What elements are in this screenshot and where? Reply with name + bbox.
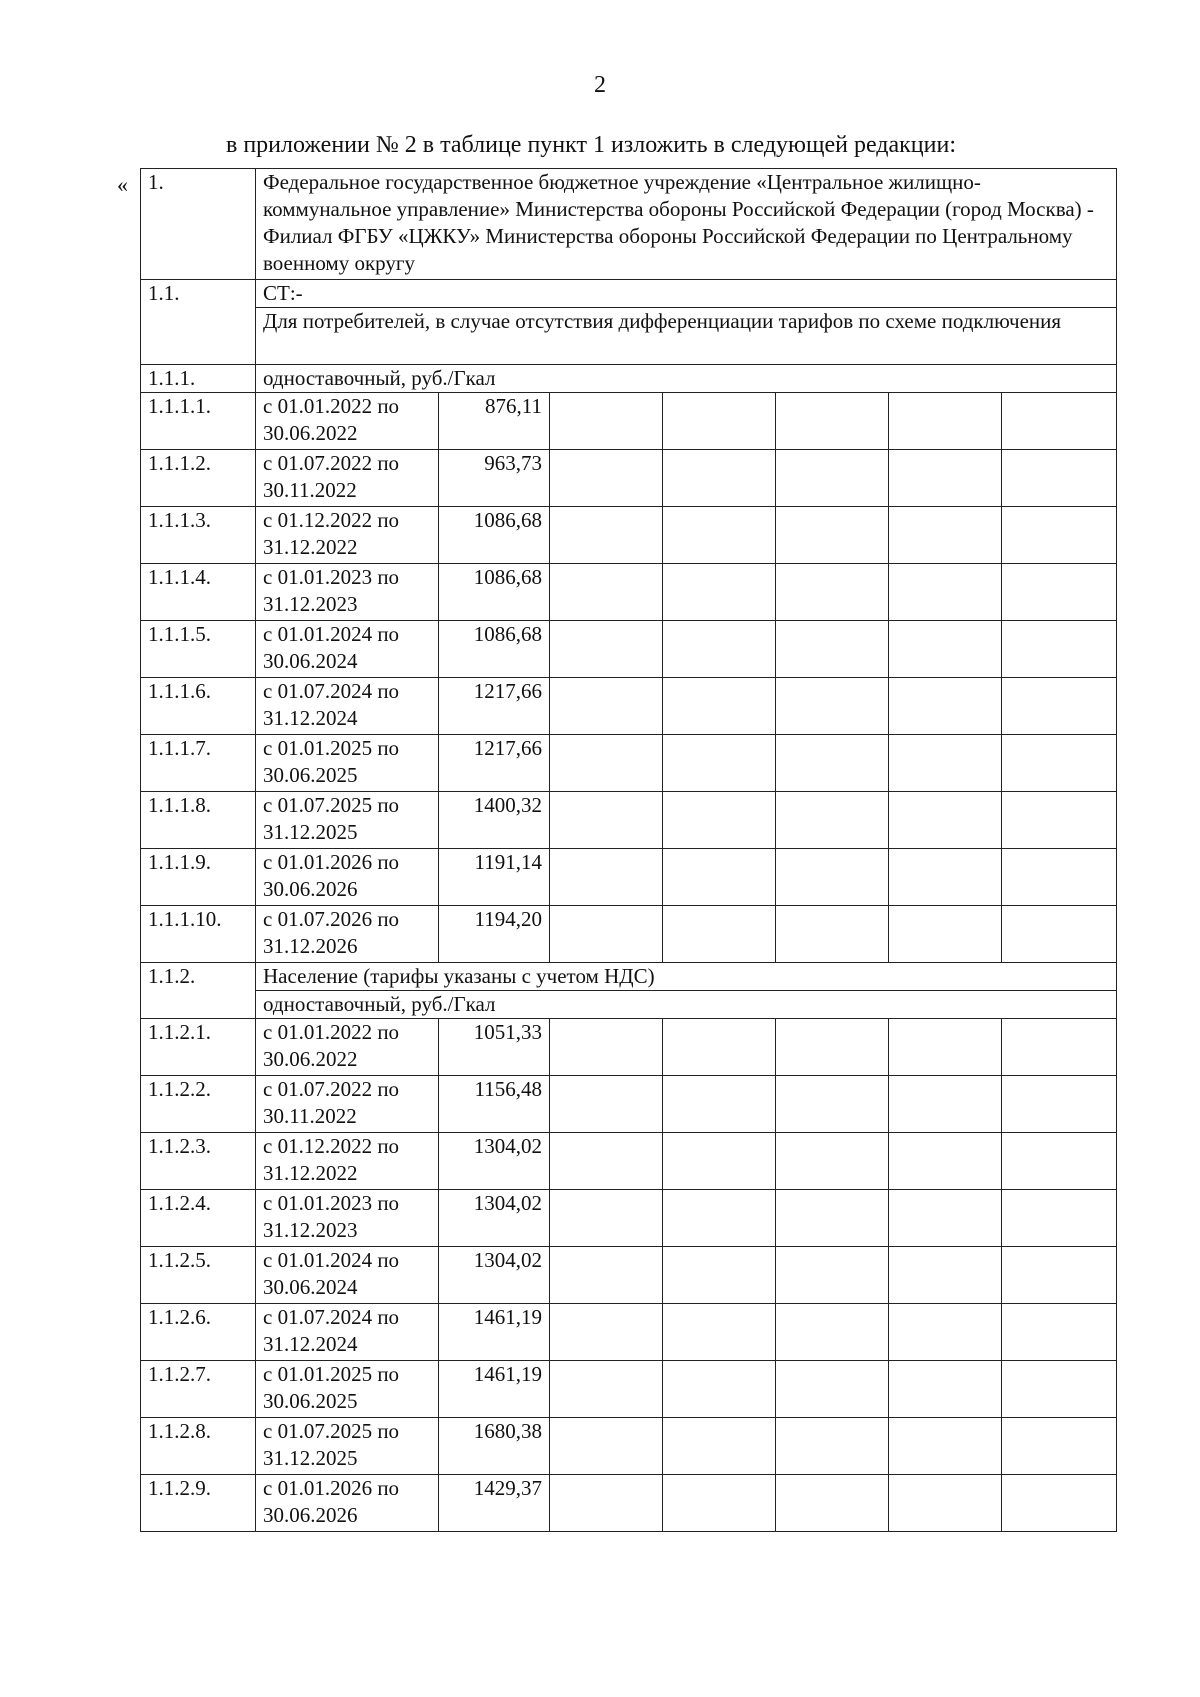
empty-cell	[889, 1019, 1002, 1076]
tariff-value: 1086,68	[439, 564, 550, 621]
empty-cell	[889, 507, 1002, 564]
empty-cell	[776, 1133, 889, 1190]
empty-cell	[1002, 1019, 1117, 1076]
empty-cell	[889, 564, 1002, 621]
tariff-period-row	[141, 1247, 1117, 1304]
empty-cell	[889, 393, 1002, 450]
empty-cell	[776, 1076, 889, 1133]
empty-cell	[1002, 906, 1117, 963]
empty-cell	[1002, 1361, 1117, 1418]
empty-cell	[776, 792, 889, 849]
org-row	[141, 169, 1117, 280]
tariff-period-row	[141, 507, 1117, 564]
tariff-value: 1156,48	[439, 1076, 550, 1133]
row-number: 1.1.2.	[141, 963, 256, 1019]
period-cell: с 01.01.2026 по 30.06.2026	[256, 1475, 439, 1532]
empty-cell	[1002, 1418, 1117, 1475]
tariff-period-row	[141, 678, 1117, 735]
tariff-period-row	[141, 1019, 1117, 1076]
empty-cell	[776, 564, 889, 621]
empty-cell	[663, 1418, 776, 1475]
empty-cell	[663, 507, 776, 564]
empty-cell	[776, 1418, 889, 1475]
row-number: 1.1.1.9.	[141, 849, 256, 906]
empty-cell	[776, 1019, 889, 1076]
period-cell: с 01.07.2025 по 31.12.2025	[256, 792, 439, 849]
tariff-period-row	[141, 849, 1117, 906]
page-number: 2	[594, 72, 606, 98]
empty-cell	[776, 906, 889, 963]
empty-cell	[550, 849, 663, 906]
empty-cell	[550, 507, 663, 564]
section-label: одноставочный, руб./Гкал	[256, 365, 1117, 393]
period-cell: с 01.07.2024 по 31.12.2024	[256, 1304, 439, 1361]
empty-cell	[889, 678, 1002, 735]
row-number: 1.1.2.8.	[141, 1418, 256, 1475]
tariff-value: 1217,66	[439, 678, 550, 735]
period-cell: с 01.07.2024 по 31.12.2024	[256, 678, 439, 735]
empty-cell	[776, 450, 889, 507]
empty-cell	[889, 792, 1002, 849]
empty-cell	[550, 1475, 663, 1532]
empty-cell	[663, 393, 776, 450]
tariff-period-row	[141, 1475, 1117, 1532]
empty-cell	[550, 678, 663, 735]
tariff-value: 1461,19	[439, 1361, 550, 1418]
opening-quote: «	[117, 172, 128, 197]
tariff-period-row	[141, 564, 1117, 621]
tariff-value: 1051,33	[439, 1019, 550, 1076]
empty-cell	[889, 1247, 1002, 1304]
period-cell: с 01.01.2024 по 30.06.2024	[256, 621, 439, 678]
empty-cell	[663, 1076, 776, 1133]
row-number: 1.1.2.9.	[141, 1475, 256, 1532]
empty-cell	[889, 1190, 1002, 1247]
row-number: 1.1.1.7.	[141, 735, 256, 792]
empty-cell	[1002, 735, 1117, 792]
empty-cell	[889, 450, 1002, 507]
empty-cell	[550, 621, 663, 678]
tariff-value: 1680,38	[439, 1418, 550, 1475]
period-cell: с 01.07.2022 по 30.11.2022	[256, 450, 439, 507]
tariff-period-row	[141, 1076, 1117, 1133]
empty-cell	[776, 1190, 889, 1247]
period-cell: с 01.01.2023 по 31.12.2023	[256, 1190, 439, 1247]
empty-cell	[776, 507, 889, 564]
empty-cell	[1002, 678, 1117, 735]
empty-cell	[889, 735, 1002, 792]
empty-cell	[889, 1304, 1002, 1361]
empty-cell	[889, 849, 1002, 906]
tariff-period-row	[141, 906, 1117, 963]
empty-cell	[663, 1133, 776, 1190]
empty-cell	[776, 735, 889, 792]
empty-cell	[776, 1475, 889, 1532]
tariff-value: 1400,32	[439, 792, 550, 849]
empty-cell	[550, 450, 663, 507]
empty-cell	[550, 564, 663, 621]
empty-cell	[663, 1304, 776, 1361]
row-number: 1.1.2.7.	[141, 1361, 256, 1418]
empty-cell	[776, 621, 889, 678]
empty-cell	[663, 1019, 776, 1076]
tariff-value: 1461,19	[439, 1304, 550, 1361]
empty-cell	[663, 1475, 776, 1532]
consumers-row	[141, 308, 1117, 365]
tariff-period-row	[141, 1361, 1117, 1418]
empty-cell	[550, 1133, 663, 1190]
tariff-value: 1304,02	[439, 1133, 550, 1190]
tariff-value: 1429,37	[439, 1475, 550, 1532]
empty-cell	[550, 792, 663, 849]
tariff-value: 1194,20	[439, 906, 550, 963]
org-name: Федеральное государственное бюджетное учреждение «Центральное жилищно-коммунальное управление» Министерства обороны Российской Федерации (город Москва) - Филиал ФГБУ «ЦЖКУ» Министерства обороны Российской Федерации по Центральному военному округу	[256, 169, 1117, 280]
empty-cell	[663, 1190, 776, 1247]
row-number: 1.1.1.	[141, 365, 256, 393]
tariff-value: 1217,66	[439, 735, 550, 792]
tariff-value: 1304,02	[439, 1190, 550, 1247]
row-number: 1.1.1.2.	[141, 450, 256, 507]
tariff-period-row	[141, 1133, 1117, 1190]
row-number: 1.1.2.1.	[141, 1019, 256, 1076]
empty-cell	[776, 1361, 889, 1418]
tariff-period-row	[141, 621, 1117, 678]
row-number: 1.1.1.5.	[141, 621, 256, 678]
consumers-text: Для потребителей, в случае отсутствия дифференциации тарифов по схеме подключения	[256, 308, 1117, 365]
empty-cell	[889, 1418, 1002, 1475]
tariff-value: 963,73	[439, 450, 550, 507]
row-number: 1.1.1.3.	[141, 507, 256, 564]
empty-cell	[889, 1076, 1002, 1133]
empty-cell	[663, 1247, 776, 1304]
period-cell: с 01.01.2022 по 30.06.2022	[256, 1019, 439, 1076]
period-cell: с 01.07.2026 по 31.12.2026	[256, 906, 439, 963]
empty-cell	[663, 735, 776, 792]
empty-cell	[550, 1418, 663, 1475]
tariff-period-row	[141, 393, 1117, 450]
row-number: 1.1.1.10.	[141, 906, 256, 963]
period-cell: с 01.01.2025 по 30.06.2025	[256, 735, 439, 792]
tariff-period-row	[141, 1304, 1117, 1361]
period-cell: с 01.01.2023 по 31.12.2023	[256, 564, 439, 621]
tariff-value: 876,11	[439, 393, 550, 450]
empty-cell	[1002, 393, 1117, 450]
row-number: 1.1.1.8.	[141, 792, 256, 849]
empty-cell	[776, 678, 889, 735]
tariff-period-row	[141, 1418, 1117, 1475]
tariff-period-row	[141, 450, 1117, 507]
tariff-table	[140, 168, 1117, 1532]
empty-cell	[550, 1190, 663, 1247]
empty-cell	[663, 906, 776, 963]
row-number: 1.1.2.2.	[141, 1076, 256, 1133]
empty-cell	[550, 906, 663, 963]
empty-cell	[663, 792, 776, 849]
empty-cell	[550, 1361, 663, 1418]
row-number: 1.1.	[141, 280, 256, 365]
empty-cell	[889, 1361, 1002, 1418]
empty-cell	[889, 906, 1002, 963]
period-cell: с 01.12.2022 по 31.12.2022	[256, 1133, 439, 1190]
empty-cell	[776, 393, 889, 450]
empty-cell	[550, 1076, 663, 1133]
empty-cell	[550, 393, 663, 450]
empty-cell	[776, 1247, 889, 1304]
section-sublabel-row	[141, 991, 1117, 1019]
tariff-value: 1304,02	[439, 1247, 550, 1304]
empty-cell	[663, 621, 776, 678]
empty-cell	[550, 1247, 663, 1304]
empty-cell	[776, 1304, 889, 1361]
section-row	[141, 365, 1117, 393]
empty-cell	[663, 678, 776, 735]
row-number: 1.1.1.1.	[141, 393, 256, 450]
intro-text: в приложении № 2 в таблице пункт 1 изложить в следующей редакции:	[226, 132, 956, 158]
empty-cell	[1002, 507, 1117, 564]
empty-cell	[889, 1475, 1002, 1532]
row-number: 1.1.2.4.	[141, 1190, 256, 1247]
period-cell: с 01.07.2022 по 30.11.2022	[256, 1076, 439, 1133]
empty-cell	[1002, 564, 1117, 621]
empty-cell	[889, 621, 1002, 678]
period-cell: с 01.01.2026 по 30.06.2026	[256, 849, 439, 906]
period-cell: с 01.01.2022 по 30.06.2022	[256, 393, 439, 450]
empty-cell	[663, 564, 776, 621]
empty-cell	[1002, 1076, 1117, 1133]
row-number: 1.1.2.6.	[141, 1304, 256, 1361]
tariff-period-row	[141, 792, 1117, 849]
period-cell: с 01.01.2025 по 30.06.2025	[256, 1361, 439, 1418]
empty-cell	[1002, 1247, 1117, 1304]
empty-cell	[1002, 1190, 1117, 1247]
tariff-value: 1086,68	[439, 507, 550, 564]
period-cell: с 01.01.2024 по 30.06.2024	[256, 1247, 439, 1304]
tariff-period-row	[141, 735, 1117, 792]
section-row	[141, 963, 1117, 991]
tariff-value: 1086,68	[439, 621, 550, 678]
section-label: Население (тарифы указаны с учетом НДС)	[256, 963, 1117, 991]
empty-cell	[550, 1019, 663, 1076]
empty-cell	[663, 849, 776, 906]
empty-cell	[550, 1304, 663, 1361]
tariff-value: 1191,14	[439, 849, 550, 906]
empty-cell	[889, 1133, 1002, 1190]
row-number: 1.1.1.6.	[141, 678, 256, 735]
row-number: 1.1.2.3.	[141, 1133, 256, 1190]
empty-cell	[776, 849, 889, 906]
empty-cell	[550, 735, 663, 792]
empty-cell	[1002, 450, 1117, 507]
period-cell: с 01.12.2022 по 31.12.2022	[256, 507, 439, 564]
empty-cell	[663, 1361, 776, 1418]
section-label: СТ:-	[256, 280, 1117, 308]
row-number: 1.1.1.4.	[141, 564, 256, 621]
section-sublabel: одноставочный, руб./Гкал	[256, 991, 1117, 1019]
empty-cell	[1002, 1133, 1117, 1190]
empty-cell	[1002, 621, 1117, 678]
row-number: 1.	[141, 169, 256, 280]
empty-cell	[1002, 1475, 1117, 1532]
period-cell: с 01.07.2025 по 31.12.2025	[256, 1418, 439, 1475]
empty-cell	[663, 450, 776, 507]
empty-cell	[1002, 792, 1117, 849]
empty-cell	[1002, 1304, 1117, 1361]
tariff-period-row	[141, 1190, 1117, 1247]
section-row	[141, 280, 1117, 308]
row-number: 1.1.2.5.	[141, 1247, 256, 1304]
empty-cell	[1002, 849, 1117, 906]
